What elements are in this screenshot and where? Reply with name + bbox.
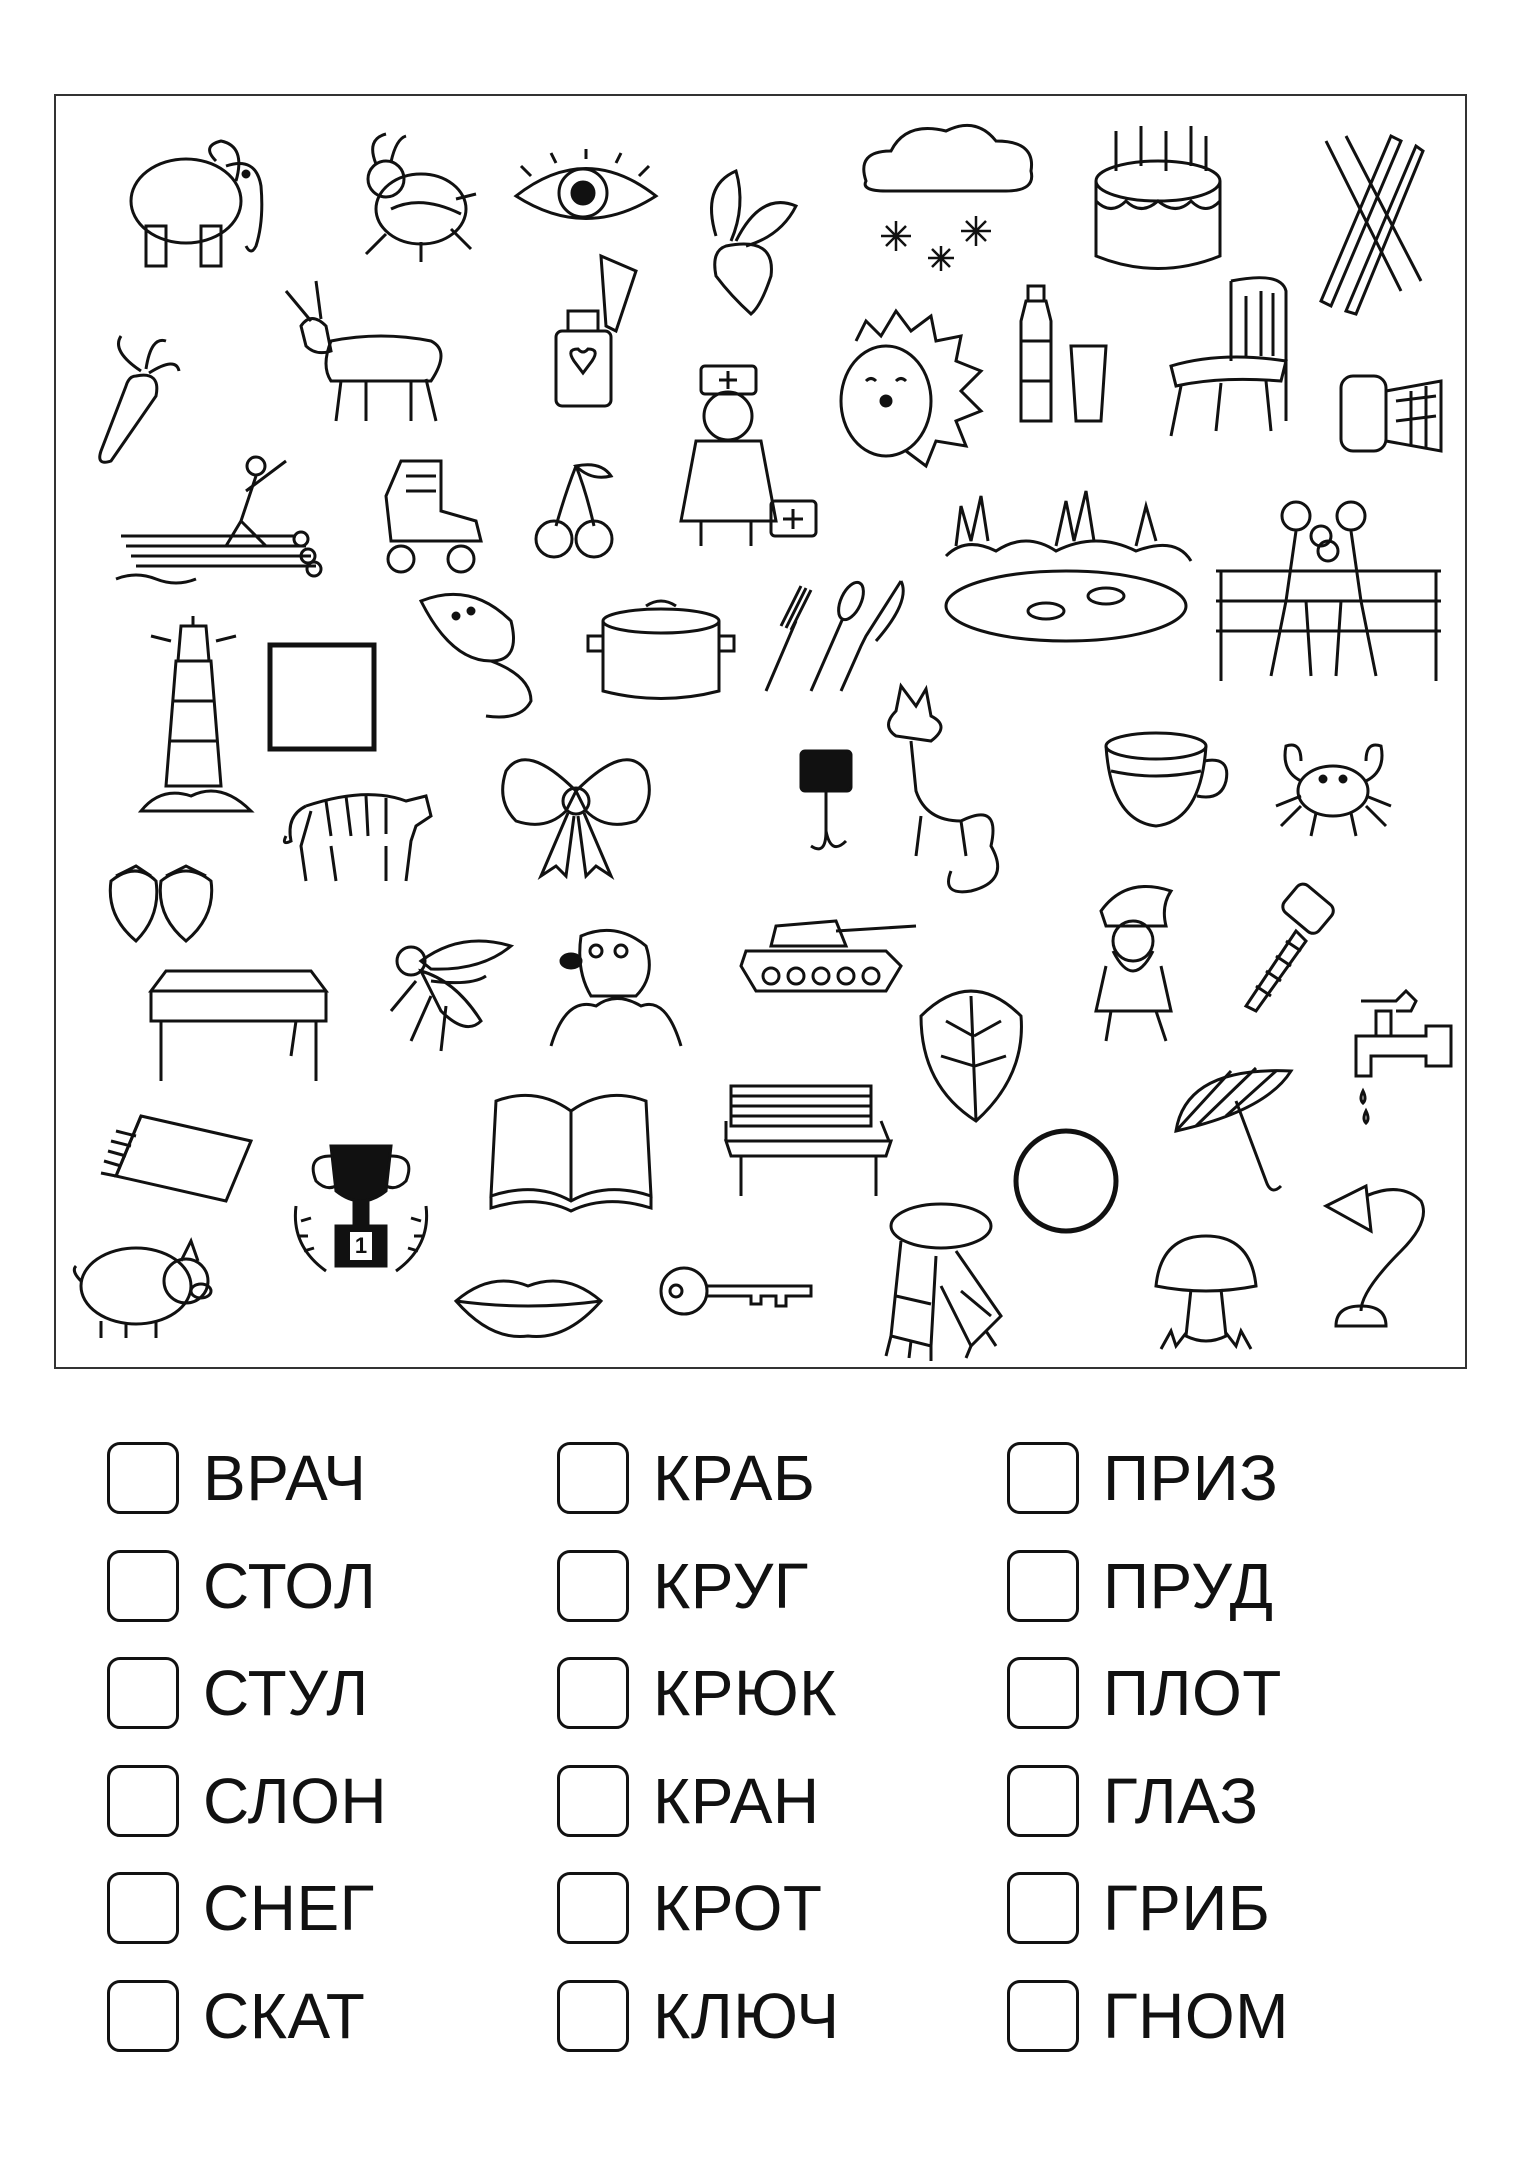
checkbox[interactable]: [1007, 1442, 1079, 1514]
checkbox[interactable]: [107, 1765, 179, 1837]
crane-hook-icon: [791, 746, 861, 866]
word-item[interactable]: [107, 1980, 365, 2052]
carrot-icon: [91, 331, 181, 466]
word-label: КРОТ: [653, 1872, 823, 1944]
cup-icon: [1101, 726, 1236, 836]
word-item[interactable]: [557, 1442, 815, 1514]
screw-icon: [1231, 886, 1341, 1016]
snow-cloud-icon: [856, 121, 1041, 276]
leaf-icon: [911, 976, 1031, 1126]
mole-icon: [546, 916, 686, 1051]
word-label: КЛЮЧ: [653, 1980, 840, 2052]
trophy-icon: [286, 1136, 436, 1281]
word-label: ВРАЧ: [203, 1442, 367, 1514]
eye-icon: [511, 151, 661, 236]
tiger-icon: [276, 766, 436, 886]
word-label: СТУЛ: [203, 1657, 369, 1729]
cake-icon: [1086, 116, 1231, 276]
word-label: КРУГ: [653, 1550, 809, 1622]
tap-icon: [1351, 981, 1456, 1126]
word-label: СНЕГ: [203, 1872, 375, 1944]
pot-icon: [586, 596, 736, 701]
word-item[interactable]: [1007, 1765, 1259, 1837]
roller-skates-icon: [371, 451, 496, 581]
square-icon: [266, 641, 378, 753]
checkbox[interactable]: [557, 1657, 629, 1729]
book-icon: [486, 1086, 656, 1216]
word-item[interactable]: [1007, 1872, 1270, 1944]
checkbox[interactable]: [1007, 1550, 1079, 1622]
key-icon: [656, 1256, 816, 1326]
skis-icon: [1311, 131, 1426, 316]
nail-polish-icon: [546, 251, 651, 411]
bow-icon: [496, 741, 656, 881]
doctor-icon: [656, 361, 826, 551]
checkbox[interactable]: [1007, 1872, 1079, 1944]
tank-icon: [736, 911, 921, 1001]
checkbox[interactable]: [107, 1872, 179, 1944]
chair-icon: [1161, 271, 1296, 441]
word-item[interactable]: [1007, 1442, 1278, 1514]
checkbox[interactable]: [1007, 1980, 1079, 2052]
word-item[interactable]: [1007, 1550, 1273, 1622]
word-item[interactable]: [557, 1765, 820, 1837]
word-item[interactable]: [1007, 1980, 1289, 2052]
fox-icon: [871, 681, 1036, 896]
scarf-icon: [871, 1196, 1011, 1361]
word-item[interactable]: [557, 1550, 809, 1622]
trophy-number: 1: [350, 1232, 372, 1260]
word-item[interactable]: [557, 1657, 837, 1729]
word-label: ПЛОТ: [1103, 1657, 1282, 1729]
word-item[interactable]: [557, 1980, 839, 2052]
word-label: ГЛАЗ: [1103, 1765, 1259, 1837]
word-item[interactable]: [557, 1872, 822, 1944]
checkbox[interactable]: [1007, 1657, 1079, 1729]
strawberries-icon: [101, 856, 221, 946]
fly-icon: [371, 921, 526, 1056]
bandage-icon: [1336, 366, 1446, 461]
crayons-icon: [96, 1111, 256, 1206]
word-label: СТОЛ: [203, 1550, 377, 1622]
word-label: ПРУД: [1103, 1550, 1274, 1622]
word-label: КРАБ: [653, 1442, 816, 1514]
circle-icon: [1011, 1126, 1121, 1236]
bottle-glass-icon: [1011, 281, 1116, 426]
checkbox[interactable]: [557, 1765, 629, 1837]
raft-icon: [116, 451, 321, 586]
bench-icon: [721, 1081, 896, 1201]
checkbox[interactable]: [557, 1442, 629, 1514]
word-item[interactable]: [107, 1872, 375, 1944]
lamp-icon: [1321, 1181, 1446, 1331]
checkbox[interactable]: [107, 1657, 179, 1729]
beetle-icon: [346, 124, 481, 264]
checkbox[interactable]: [557, 1872, 629, 1944]
word-label: СКАТ: [203, 1980, 366, 2052]
mushroom-icon: [1151, 1231, 1261, 1351]
word-label: КРЮК: [653, 1657, 837, 1729]
gnome-icon: [1071, 871, 1201, 1046]
word-label: СЛОН: [203, 1765, 388, 1837]
cutlery-icon: [761, 576, 911, 696]
word-label: ПРИЗ: [1103, 1442, 1279, 1514]
word-item[interactable]: [107, 1442, 366, 1514]
word-label: ГРИБ: [1103, 1872, 1271, 1944]
checkbox[interactable]: [107, 1442, 179, 1514]
hedgehog-icon: [816, 301, 991, 476]
checkbox[interactable]: [557, 1550, 629, 1622]
checkbox[interactable]: [107, 1980, 179, 2052]
word-item[interactable]: [107, 1765, 387, 1837]
word-item[interactable]: [107, 1550, 376, 1622]
word-label: ГНОМ: [1103, 1980, 1289, 2052]
elephant-icon: [106, 126, 281, 276]
word-item[interactable]: [107, 1657, 369, 1729]
umbrella-icon: [1166, 1056, 1301, 1201]
boxers-icon: [1216, 491, 1441, 686]
checkbox[interactable]: [1007, 1765, 1079, 1837]
picture-frame: [54, 94, 1467, 1369]
pond-icon: [936, 486, 1196, 656]
checkbox[interactable]: [557, 1980, 629, 2052]
table-icon: [146, 961, 331, 1086]
cherries-icon: [526, 461, 621, 561]
checkbox[interactable]: [107, 1550, 179, 1622]
word-item[interactable]: [1007, 1657, 1282, 1729]
pig-icon: [66, 1226, 221, 1341]
stingray-icon: [411, 581, 571, 721]
goat-icon: [271, 271, 456, 426]
beet-icon: [676, 166, 806, 316]
lighthouse-icon: [131, 611, 256, 821]
crab-icon: [1271, 731, 1396, 841]
lips-icon: [451, 1266, 606, 1341]
word-label: КРАН: [653, 1765, 820, 1837]
